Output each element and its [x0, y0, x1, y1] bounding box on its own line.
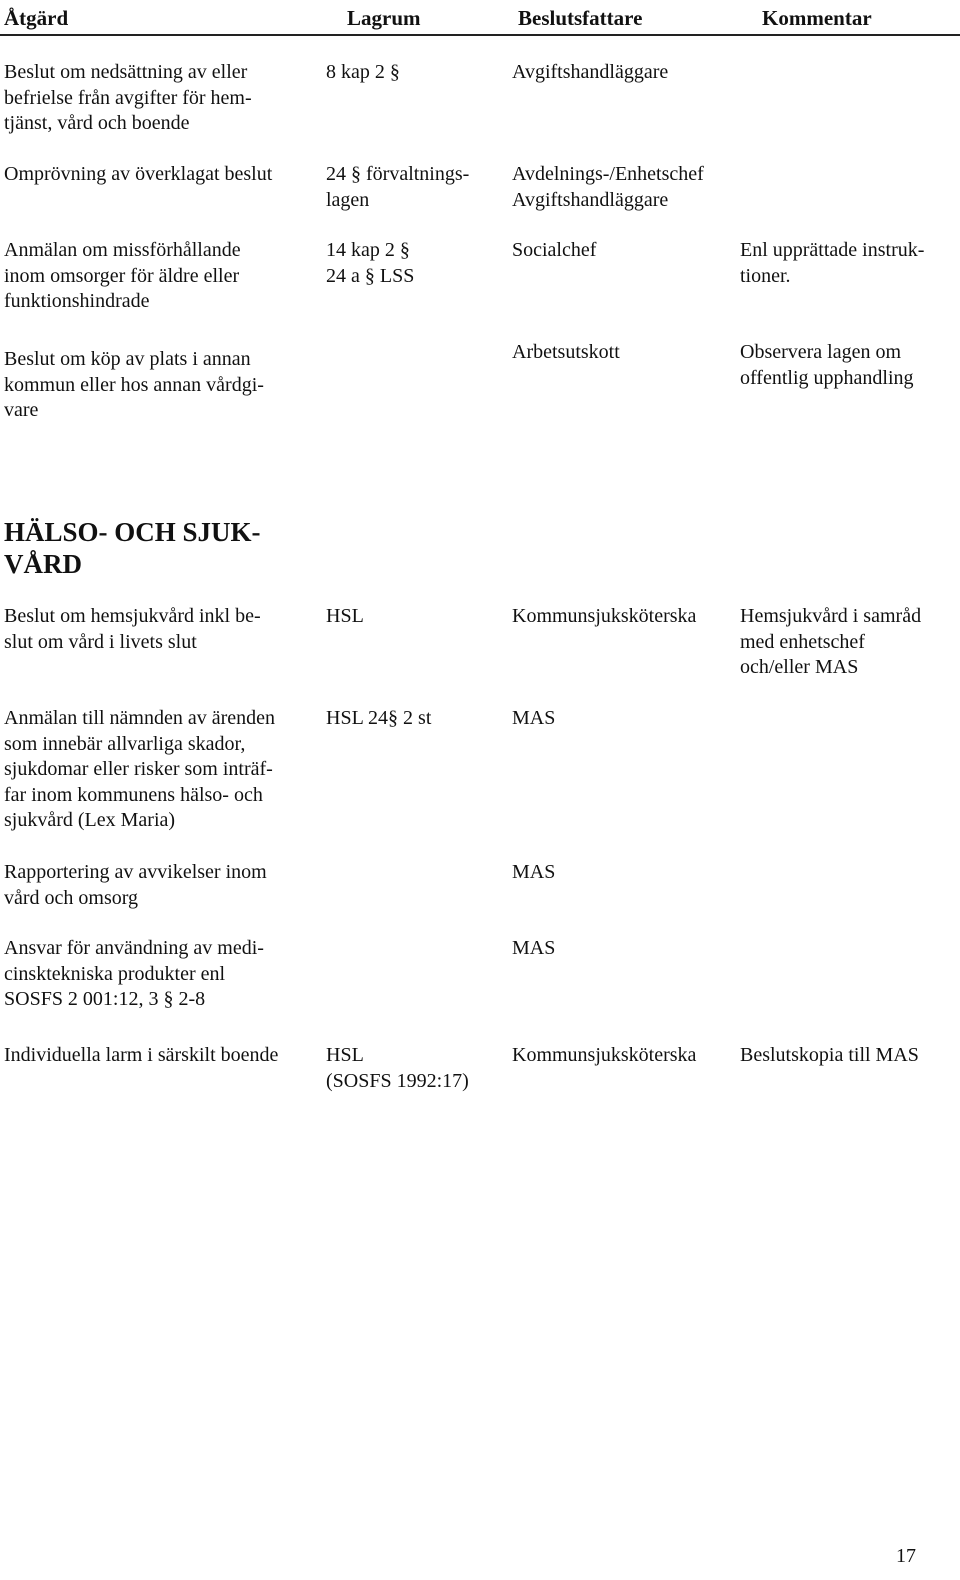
cell-beslutsfattare: Avdelnings-/Enhetschef Avgiftshandläggare — [512, 163, 704, 211]
cell-beslutsfattare: Kommunsjuksköterska — [512, 605, 697, 627]
cell-atgard: Individuella larm i särskilt boende — [4, 1044, 279, 1066]
cell-lagrum: 24 § förvaltnings- lagen — [326, 163, 470, 211]
cell-atgard: Rapportering av avvikelser inom vård och omsorg — [4, 861, 267, 909]
cell-lagrum: 14 kap 2 § 24 a § LSS — [326, 239, 415, 287]
cell-beslutsfattare: MAS — [512, 937, 556, 959]
cell-atgard: Beslut om nedsättning av eller befrielse från avgifter för hem- tjänst, vård och boende — [4, 61, 252, 134]
cell-lagrum: HSL — [326, 605, 364, 627]
cell-kommentar: Observera lagen om offentlig upphandling — [740, 341, 914, 389]
section-title: HÄLSO- OCH SJUK- VÅRD — [4, 517, 261, 579]
header-beslutsfattare: Beslutsfattare — [518, 6, 643, 30]
cell-beslutsfattare: MAS — [512, 861, 556, 883]
cell-atgard: Omprövning av överklagat beslut — [4, 163, 273, 185]
cell-atgard: Anmälan till nämnden av ärenden som innebär allvarliga skador, sjukdomar eller risker som inträf- far inom kommunens hälso- och sjukvård (Lex Maria) — [4, 707, 276, 831]
header-lagrum: Lagrum — [347, 6, 421, 30]
header-atgard: Åtgärd — [4, 6, 69, 30]
cell-beslutsfattare: Avgiftshandläggare — [512, 61, 669, 83]
cell-atgard: Anmälan om missförhållande inom omsorger för äldre eller funktionshindrade — [4, 239, 241, 312]
cell-lagrum: HSL 24§ 2 st — [326, 707, 432, 729]
cell-beslutsfattare: Socialchef — [512, 239, 597, 261]
cell-atgard: Ansvar för användning av medi- cinsktekniska produkter enl SOSFS 2 001:12, 3 § 2-8 — [4, 937, 264, 1010]
cell-kommentar: Enl upprättade instruk- tioner. — [740, 239, 925, 287]
table-header — [0, 2, 960, 36]
cell-atgard: Beslut om köp av plats i annan kommun eller hos annan vårdgi- vare — [4, 348, 264, 421]
cell-kommentar: Beslutskopia till MAS — [740, 1044, 919, 1066]
cell-beslutsfattare: Arbetsutskott — [512, 341, 620, 363]
header-kommentar: Kommentar — [762, 6, 872, 30]
cell-lagrum: HSL (SOSFS 1992:17) — [326, 1044, 469, 1092]
cell-atgard: Beslut om hemsjukvård inkl be- slut om vård i livets slut — [4, 605, 261, 653]
cell-beslutsfattare: MAS — [512, 707, 556, 729]
cell-beslutsfattare: Kommunsjuksköterska — [512, 1044, 697, 1066]
cell-lagrum: 8 kap 2 § — [326, 61, 400, 83]
cell-kommentar: Hemsjukvård i samråd med enhetschef och/eller MAS — [740, 605, 922, 678]
page-number: 17 — [896, 1545, 916, 1567]
